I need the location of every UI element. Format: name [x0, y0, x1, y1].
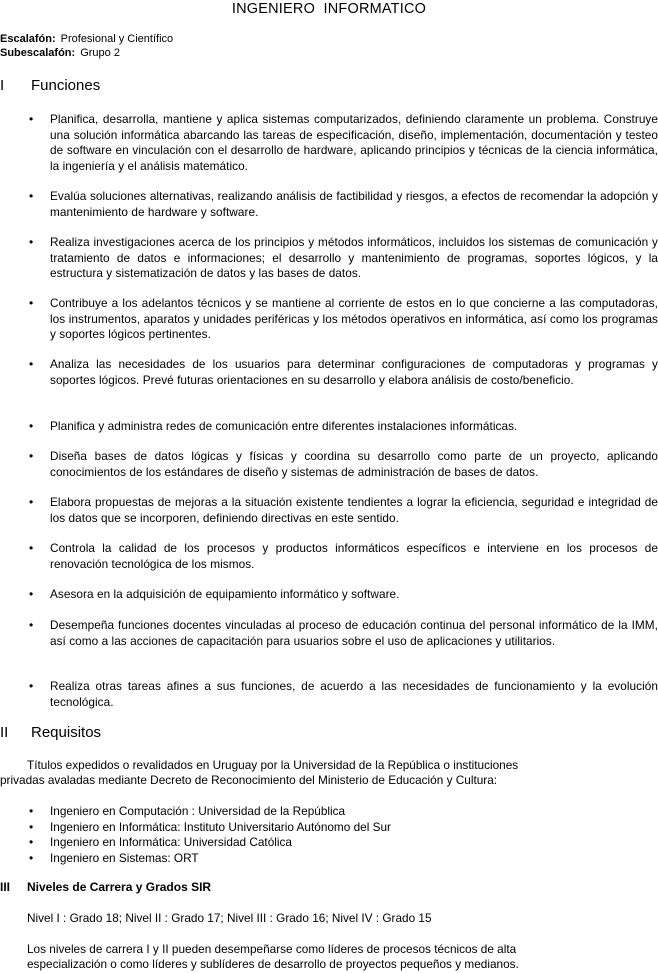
bullet-icon: •	[29, 112, 34, 126]
section-niveles-title: Niveles de Carrera y Grados SIR	[27, 880, 212, 894]
funcion-text: Desempeña funciones docentes vinculadas al proceso de educación continua del personal informático de la IMM, así como a las acciones de capacitación para usuarios sobre el uso de aplicaciones y utilitarios.	[50, 618, 658, 648]
funcion-text: Controla la calidad de los procesos y productos informáticos específicos e interviene en los procesos de renovación tecnológica de los mismos.	[50, 541, 658, 571]
bullet-icon: •	[29, 587, 34, 601]
bullet-icon: •	[29, 541, 34, 555]
section-funciones-numeral: I	[0, 77, 5, 94]
niveles-grados: Nivel I : Grado 18; Nivel II : Grado 17; Nivel III : Grado 16; Nivel IV : Grado 15	[27, 911, 432, 925]
bullet-icon: •	[29, 296, 34, 310]
section-funciones-title: Funciones	[31, 77, 101, 94]
section-requisitos-title: Requisitos	[31, 724, 102, 741]
funcion-text: Diseña bases de datos lógicas y físicas y coordina su desarrollo como parte de un proyecto, aplicando conocimientos de los estándares de diseño y sistemas de administración de bases de datos.	[50, 449, 658, 479]
titulo-text: Ingeniero en Informática: Instituto Universitario Autónomo del Sur	[50, 819, 391, 834]
niveles-nota-line1: Los niveles de carrera I y II pueden desempeñarse como líderes de procesos técnicos de alta	[27, 942, 517, 956]
requisitos-intro-line2: privadas avaladas mediante Decreto de Reconocimiento del Ministerio de Educación y Cultura:	[0, 773, 498, 787]
bullet-icon: •	[29, 495, 34, 509]
niveles-nota-line2: especialización o como líderes y sublíderes de desarrollo de proyectos pequeños y medianos.	[27, 957, 519, 971]
titulo-text: Ingeniero en Informática: Universidad Católica	[50, 835, 292, 849]
bullet-icon: •	[29, 850, 34, 865]
funcion-text: Planifica, desarrolla, mantiene y aplica sistemas computarizados, definiendo claramente un problema. Construye una solución informática abarcando las tareas de especificación, diseño, implementación, documentación y testeo de software en vinculación con el desarrollo de hardware, aplicando principios y técnicas de la ciencia informática, la ingeniería y el análisis matemático.	[50, 112, 658, 173]
bullet-icon: •	[29, 804, 34, 818]
requisitos-intro-line1: Títulos expedidos o revalidados en Uruguay por la Universidad de la República o instituciones	[27, 758, 519, 772]
funcion-text: Evalúa soluciones alternativas, realizando análisis de factibilidad y riesgos, a efectos de recomendar la adopción y mantenimiento de hardware y software.	[50, 189, 658, 219]
subescalafon-value: Grupo 2	[80, 47, 120, 59]
funcion-text: Contribuye a los adelantos técnicos y se mantiene al corriente de estos en lo que concierne a las computadoras, los instrumentos, aparatos y unidades periféricas y los métodos operativos en informática, así como los programas y soportes lógicos pertinentes.	[50, 296, 658, 341]
section-requisitos-numeral: II	[0, 724, 9, 741]
subescalafon-line	[0, 47, 120, 59]
document-title: INGENIERO INFORMATICO	[231, 1, 427, 17]
funcion-text: Analiza las necesidades de los usuarios para determinar configuraciones de computadoras y programas y soportes lógicos. Prevé futuras orientaciones en su desarrollo y elabora análisis de costo/beneficio.	[50, 357, 658, 387]
funcion-text: Realiza investigaciones acerca de los principios y métodos informáticos, incluidos los sistemas de comunicación y tratamiento de datos e informaciones; el desarrollo y mantenimiento de programas, soportes lógicos, y la estructura y sistematización de datos y las bases de datos.	[50, 235, 658, 280]
titulo-text: Ingeniero en Computación : Universidad de la República	[50, 804, 346, 818]
section-niveles-numeral: III	[0, 880, 11, 894]
funcion-text: Realiza otras tareas afines a sus funciones, de acuerdo a las necesidades de funcionamiento y la evolución tecnológica.	[50, 679, 658, 709]
funcion-text: Elabora propuestas de mejoras a la situación existente tendientes a lograr la eficiencia, seguridad e integridad de los datos que se incorporen, definiendo directivas en este sentido.	[50, 495, 658, 525]
subescalafon-label: Subescalafón:	[0, 47, 76, 59]
escalafon-value: Profesional y Científico	[60, 33, 174, 45]
bullet-icon: •	[29, 819, 34, 834]
bullet-icon: •	[29, 235, 34, 249]
bullet-icon: •	[29, 357, 34, 371]
bullet-icon: •	[29, 189, 34, 203]
funcion-text: Asesora en la adquisición de equipamiento informático y software.	[50, 587, 400, 601]
titulo-text: Ingeniero en Sistemas: ORT	[50, 850, 199, 865]
bullet-icon: •	[29, 679, 34, 693]
bullet-icon: •	[29, 419, 34, 433]
bullet-icon: •	[29, 449, 34, 463]
funcion-text: Planifica y administra redes de comunicación entre diferentes instalaciones informáticas.	[50, 419, 518, 433]
escalafon-line	[0, 33, 173, 45]
bullet-icon: •	[29, 618, 34, 632]
bullet-icon: •	[29, 835, 34, 849]
escalafon-label: Escalafón:	[0, 33, 56, 45]
